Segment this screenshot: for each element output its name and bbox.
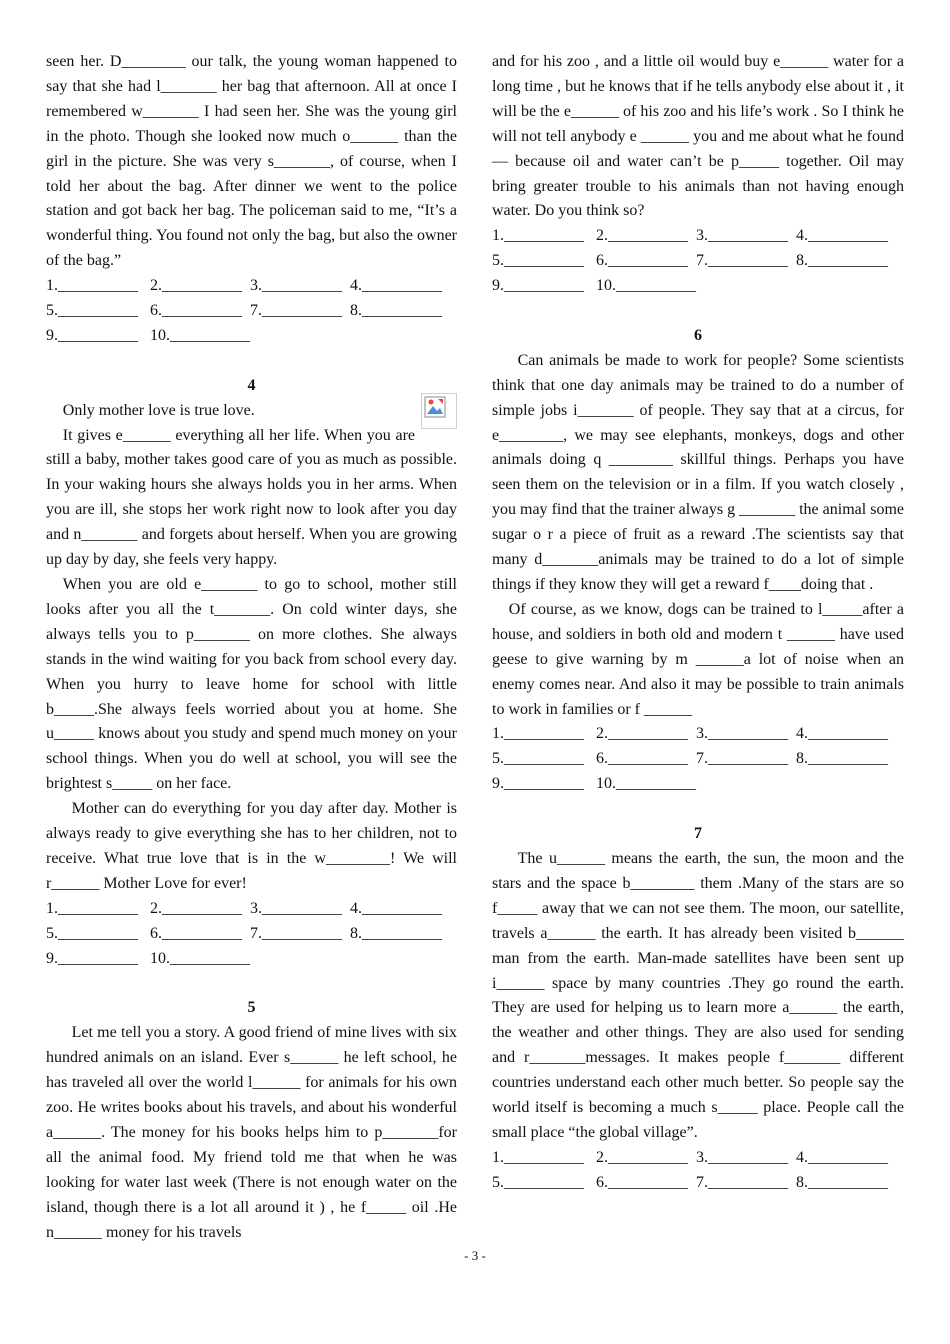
passage-4-line: Only mother love is true love.: [46, 399, 457, 424]
passage-6-number: 6: [694, 326, 702, 344]
answer-row: 1.__________ 2.__________ 3.__________ 4.__________: [46, 277, 442, 295]
answer-row: 5.__________ 6.__________ 7.__________ 8.__________: [492, 750, 888, 768]
answer-row: 1.__________ 2.__________ 3.__________ 4.__________: [492, 725, 888, 743]
answer-row: 9.__________ 10.__________: [492, 277, 696, 295]
answer-row: 1.__________ 2.__________ 3.__________ 4.__________: [46, 899, 442, 917]
passage-6-line: Of course, as we know, dogs can be trained to l_____after a house, and soldiers in both old and modern t ______ have used geese to give warning by m ______a lot of noise when an enemy comes near. And also it may be possible to train animals to work in families or f ______: [492, 600, 904, 718]
right-column: [492, 50, 904, 1196]
passage-7-text: The u______ means the earth, the sun, the moon and the stars and the space b________ them .Many of the stars are so f_____ away that we can not see them. The moon, our satellite, travels a______ the earth. It has already been visited b______ man from the earth. Man-made satellites have been sent up i______ space by many countries .They go round the earth. They are used for helping us to learn more a______ the earth, the weather and other things. They are also used for sending and r_______messages. It makes people f_______ different countries understand each other much better. So people say the world itself is becoming a much s_____ place. People call the small place “the global village”.: [492, 849, 904, 1141]
answer-row: 5.__________ 6.__________ 7.__________ 8.__________: [46, 302, 442, 320]
passage-4-line: When you are old e_______ to go to school, mother still looks after you all the t_______. On cold winter days, she always tells you to p_______ on more clothes. She always stands in the wind waiting for you back from school every day. When you hurry to leave home for school with little b_____.She always feels worried about you at home. She u_____ knows about you study and spend much money on your school things. When you do well at school, you will see the brightest s_____ on her face.: [46, 576, 457, 793]
passage-7-answers: [492, 1146, 904, 1196]
answer-row: 9.__________ 10.__________: [492, 775, 696, 793]
passage-3-text: seen her. D________ our talk, the young woman happened to say that she had l_______ her bag that afternoon. All at once I remembered w_______ I had seen her. She was the young girl in the photo. Though she looked now much o______ than the girl in the picture. She was very s_______, of course, when I told her about the bag. After dinner we went to the police station and got back her bag. The policeman said to me, “It’s a wonderful thing. You found not only the bag, but also the owner of the bag.”: [46, 53, 457, 270]
answer-row: 9.__________ 10.__________: [46, 949, 250, 967]
passage-3-answers: [46, 274, 457, 349]
page-number: - 3 -: [464, 1248, 486, 1263]
answer-row: 1.__________ 2.__________ 3.__________ 4.__________: [492, 1148, 888, 1166]
passage-5-answers: [492, 224, 904, 299]
passage-4-answers: [46, 897, 457, 972]
answer-row: 1.__________ 2.__________ 3.__________ 4.__________: [492, 227, 888, 245]
passage-5-text: Let me tell you a story. A good friend of mine lives with six hundred animals on an island. Ever s______ he left school, he has traveled all over the world l______ for animals for his own zoo. He writes books about his travels, and about his wonderful a______. The money for his books helps him to p_______for all the animal food. My friend told me that when he was looking for water last week (There is not enough water on the island, though there is a lot all around it ) , he f_____ oil .He n______ money for his travels: [46, 1024, 457, 1241]
passage-5-number: 5: [247, 999, 256, 1017]
answer-row: 5.__________ 6.__________ 7.__________ 8.__________: [492, 1173, 888, 1191]
answer-row: 5.__________ 6.__________ 7.__________ 8.__________: [492, 252, 888, 270]
passage-4-number: 4: [247, 376, 256, 394]
passage-4-line: Mother can do everything for you day after day. Mother is always ready to give everything she has to her children, not to receive. What true love that is in the w________! We will r______ Mother Love for ever!: [46, 800, 457, 892]
answer-row: 5.__________ 6.__________ 7.__________ 8.__________: [46, 924, 442, 942]
broken-image-icon: [421, 393, 457, 429]
passage-5-text-continued: and for his zoo , and a little oil would buy e______ water for a long time , but he knows that if he tells anybody else about it , it will be the e______ of his zoo and his life’s work . So I think he will not tell anybody e ______ you and me about what he found — because oil and water can’t be p_____ together. Oil may bring greater trouble to his animals than not having enough water. Do you think so?: [492, 53, 904, 220]
left-column: [46, 50, 457, 1245]
passage-7-number: 7: [694, 825, 702, 843]
answer-row: 9.__________ 10.__________: [46, 326, 250, 344]
passage-6-line: Can animals be made to work for people? Some scientists think that one day animals may be trained to do a number of simple jobs i_______ of people. They say that at a circus, for e________, we may see elephants, monkeys, dogs and other animals doing q ________ skillful things. Perhaps you have seen them on the television or in a film. If you watch closely , you may find that the trainer always g _______ the animal some sugar o r a piece of fruit as a reward .The scientists say that many d_______animals may be trained to do a lot of simple things if they know they will get a reward f____doing that .: [492, 351, 904, 594]
passage-6-answers: [492, 722, 904, 797]
passage-4-line: It gives e______ everything all her life. When you are still a baby, mother takes good care of you as much as possible. In your waking hours she always holds you in her arms. When you are ill, she stops her work right now to look after you day and n_______ and forgets about herself. When you are growing up day by day, she feels very happy.: [46, 426, 457, 569]
